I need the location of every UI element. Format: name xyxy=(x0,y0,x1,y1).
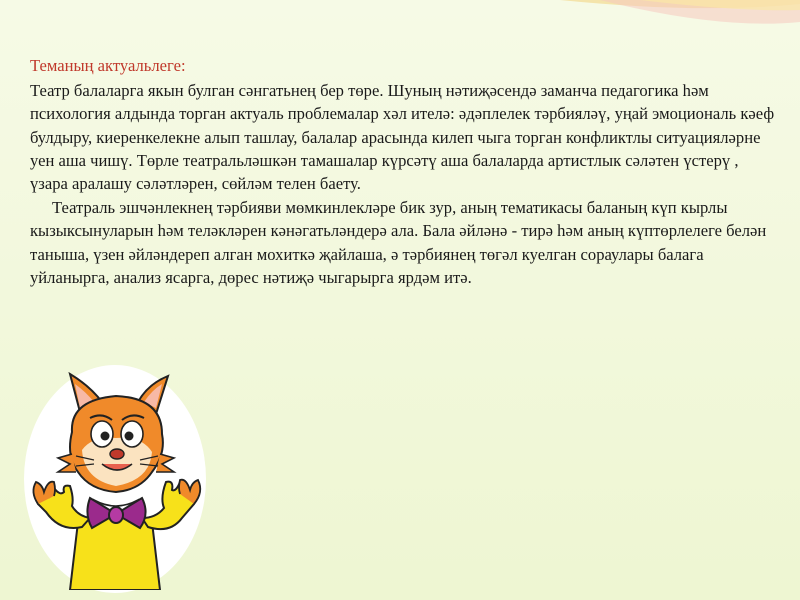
top-accent-decoration xyxy=(0,0,800,60)
cartoon-cat-icon xyxy=(20,372,210,590)
paragraph-2: Театраль эшчәнлекнең тәрбияви мөмкинлекләре бик зур, аның тематикасы баланың күп кырлы кызыксынуларын һәм теләкләрен кәнәгатьләндерә ала. Бала әйләнә - тирә һәм аның күптөрлелеге белән таныша, үзен әйләндереп алган мохиткә җайлаша, ә тәрбиянең төгәл куелган сораулары балага уйланырга, анализ ясарга, дөрес нәтиҗә чыгарырга ярдәм итә. xyxy=(30,198,767,287)
paragraph-1: Театр балаларга якын булган сәнгатьнең бер төре. Шуның нәтиҗәсендә заманча педагогика һәм психология алдында торган актуаль проблемалар хәл ителә: әдәплелек тәрбияләү, уңай эмоциональ кәеф булдыру, киеренкелекне алып ташлау, балалар арасында килеп чыга торган конфликтлы ситуацияләрне уен аша чишү. Төрле театральләшкән тамашалар күрсәтү аша балаларда артистлык сәләтен үстерү , үзара аралашу сәләтләрен, сөйләм телен баету. xyxy=(30,81,775,194)
slide-heading: Теманың актуальлеге: xyxy=(30,56,186,75)
content-text xyxy=(30,54,780,289)
